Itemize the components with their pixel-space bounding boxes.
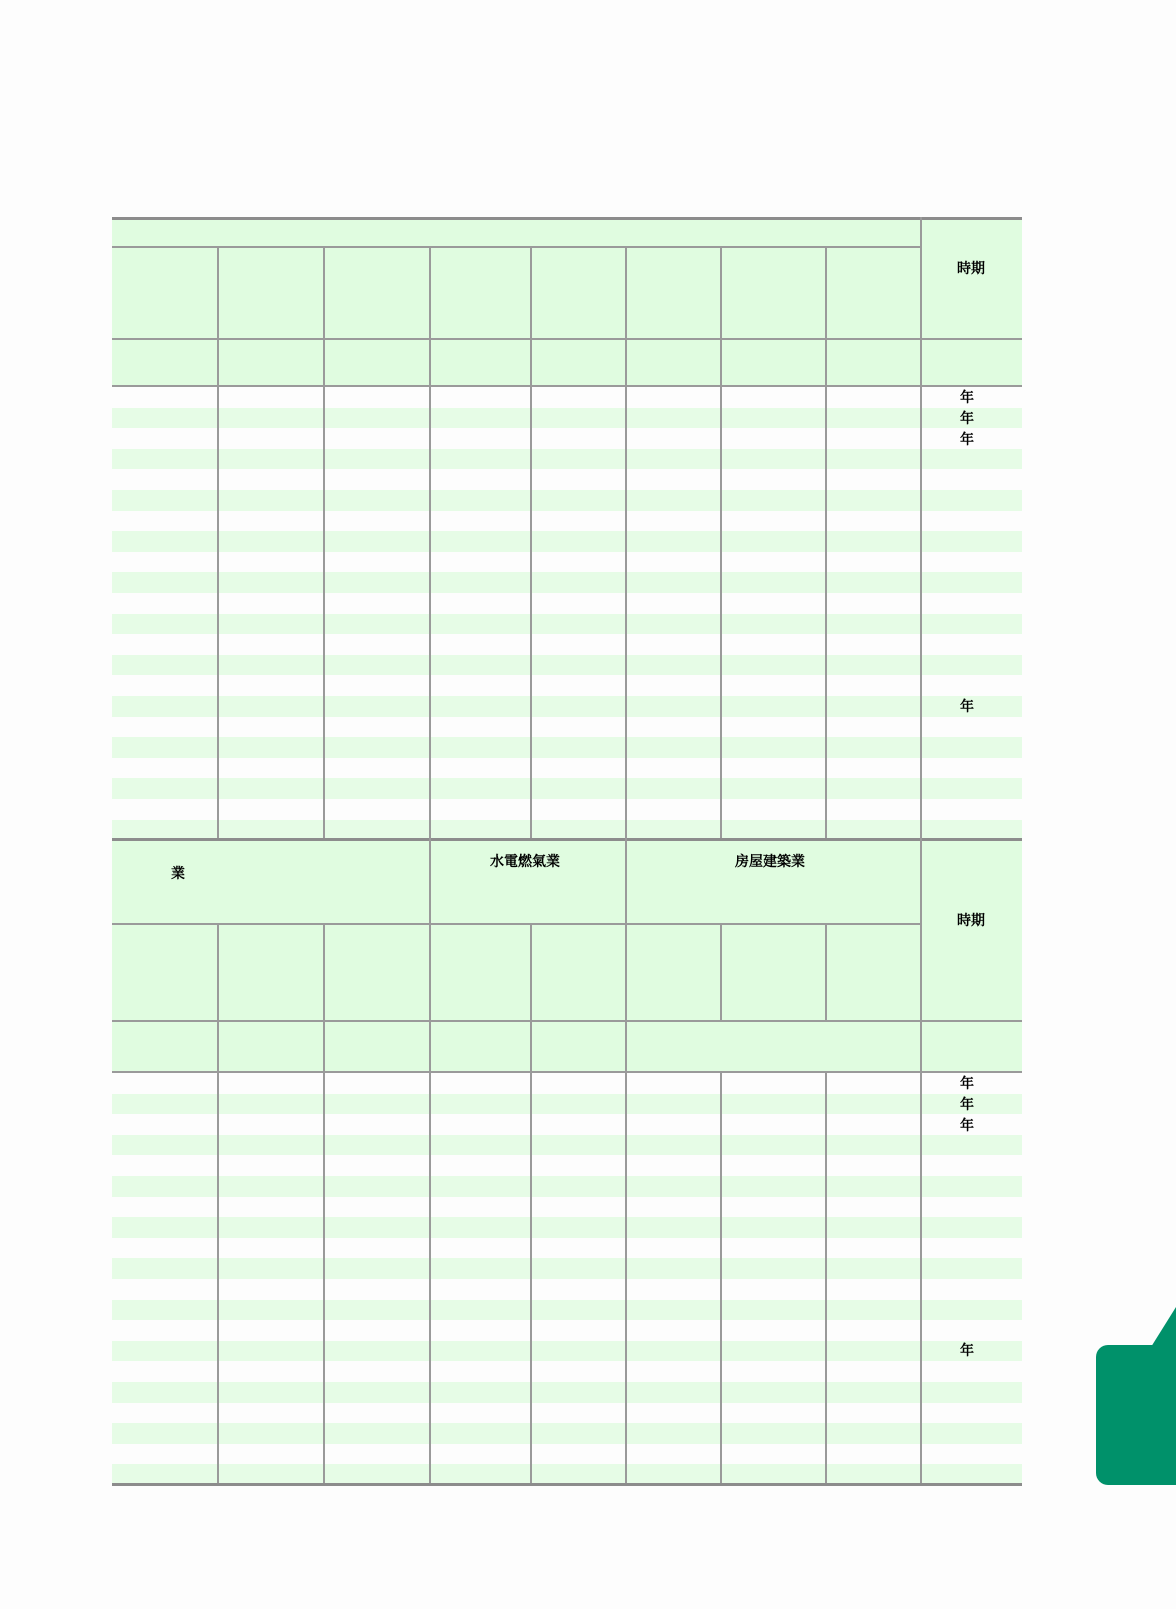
- table-row: [112, 675, 1022, 696]
- lower-col-divider: [720, 1071, 722, 1486]
- table-row: [112, 799, 1022, 820]
- lower-table: [112, 838, 1022, 1486]
- lower-period-header: 時期: [957, 913, 985, 929]
- lower-body-rule: [112, 1071, 1022, 1073]
- table-row: [112, 469, 1022, 490]
- upper-col-divider: [217, 246, 219, 840]
- table-row: [112, 1217, 1022, 1238]
- upper-units-rule: [112, 385, 1022, 387]
- table-row: [112, 1155, 1022, 1176]
- table-row: [112, 1382, 1022, 1403]
- table-row: [112, 1444, 1022, 1465]
- upper-year-mark: 年: [960, 432, 974, 448]
- table-row: [112, 572, 1022, 593]
- table-row: [112, 1423, 1022, 1444]
- table-row: [112, 1320, 1022, 1341]
- table-row: [112, 1464, 1022, 1483]
- table-row: [112, 1176, 1022, 1197]
- upper-year-mark: 年: [960, 390, 974, 406]
- upper-year-mark: 年: [960, 699, 974, 715]
- table-row: [112, 1073, 1022, 1094]
- upper-col-divider: [825, 246, 827, 840]
- upper-year-mark: 年: [960, 411, 974, 427]
- table-row: [112, 1135, 1022, 1156]
- table-row: [112, 614, 1022, 635]
- table-row: [112, 1258, 1022, 1279]
- table-row: [112, 531, 1022, 552]
- table-row: [112, 593, 1022, 614]
- lower-group-utilities: 水電燃氣業: [490, 854, 560, 870]
- lower-col-divider: [323, 923, 325, 1486]
- table-row: [112, 1279, 1022, 1300]
- upper-col-divider: [625, 246, 627, 840]
- lower-group-divider: [429, 838, 431, 1486]
- table-row: [112, 634, 1022, 655]
- table-row: [112, 408, 1022, 429]
- table-row: [112, 655, 1022, 676]
- upper-col-divider: [323, 246, 325, 840]
- lower-header-bg: [112, 841, 1022, 1074]
- table-row: [112, 1094, 1022, 1115]
- lower-col-divider: [825, 1071, 827, 1486]
- lower-group-divider: [625, 838, 627, 1486]
- table-row: [112, 449, 1022, 470]
- upper-table: [112, 217, 1022, 840]
- table-row: [112, 758, 1022, 779]
- lower-units-rule: [112, 1020, 1022, 1022]
- table-row: [112, 552, 1022, 573]
- lower-period-divider: [920, 838, 922, 1486]
- upper-col-divider: [720, 246, 722, 840]
- table-row: [112, 778, 1022, 799]
- lower-year-mark: 年: [960, 1343, 974, 1359]
- lower-col-divider: [825, 923, 827, 1020]
- upper-subhead-rule: [112, 338, 1022, 340]
- lower-bottom-rule: [112, 1483, 1022, 1486]
- table-row: [112, 696, 1022, 717]
- table-row: [112, 737, 1022, 758]
- table-row: [112, 511, 1022, 532]
- section-tab-top: [1151, 1307, 1176, 1347]
- lower-col-divider: [720, 923, 722, 1020]
- table-row: [112, 717, 1022, 738]
- table-row: [112, 1300, 1022, 1321]
- table-row: [112, 1238, 1022, 1259]
- table-row: [112, 1197, 1022, 1218]
- lower-group-building: 房屋建築業: [735, 854, 805, 870]
- upper-period-header: 時期: [957, 261, 985, 277]
- lower-group-rule: [112, 923, 922, 925]
- upper-period-divider: [920, 217, 922, 840]
- lower-col-divider: [530, 923, 532, 1486]
- table-row: [112, 1114, 1022, 1135]
- table-row: [112, 428, 1022, 449]
- upper-col-divider: [429, 246, 431, 840]
- table-row: [112, 490, 1022, 511]
- lower-col-divider: [217, 923, 219, 1486]
- lower-group-industry: 業: [171, 866, 185, 882]
- table-row: [112, 1341, 1022, 1362]
- table-row: [112, 1361, 1022, 1382]
- table-row: [112, 820, 1022, 840]
- lower-year-mark: 年: [960, 1076, 974, 1092]
- table-row: [112, 1403, 1022, 1424]
- upper-col-divider: [530, 246, 532, 840]
- table-row: [112, 387, 1022, 408]
- lower-year-mark: 年: [960, 1097, 974, 1113]
- upper-group-rule: [112, 246, 922, 248]
- lower-year-mark: 年: [960, 1118, 974, 1134]
- upper-header-bg: [112, 220, 1022, 386]
- section-tab: [1096, 1345, 1176, 1485]
